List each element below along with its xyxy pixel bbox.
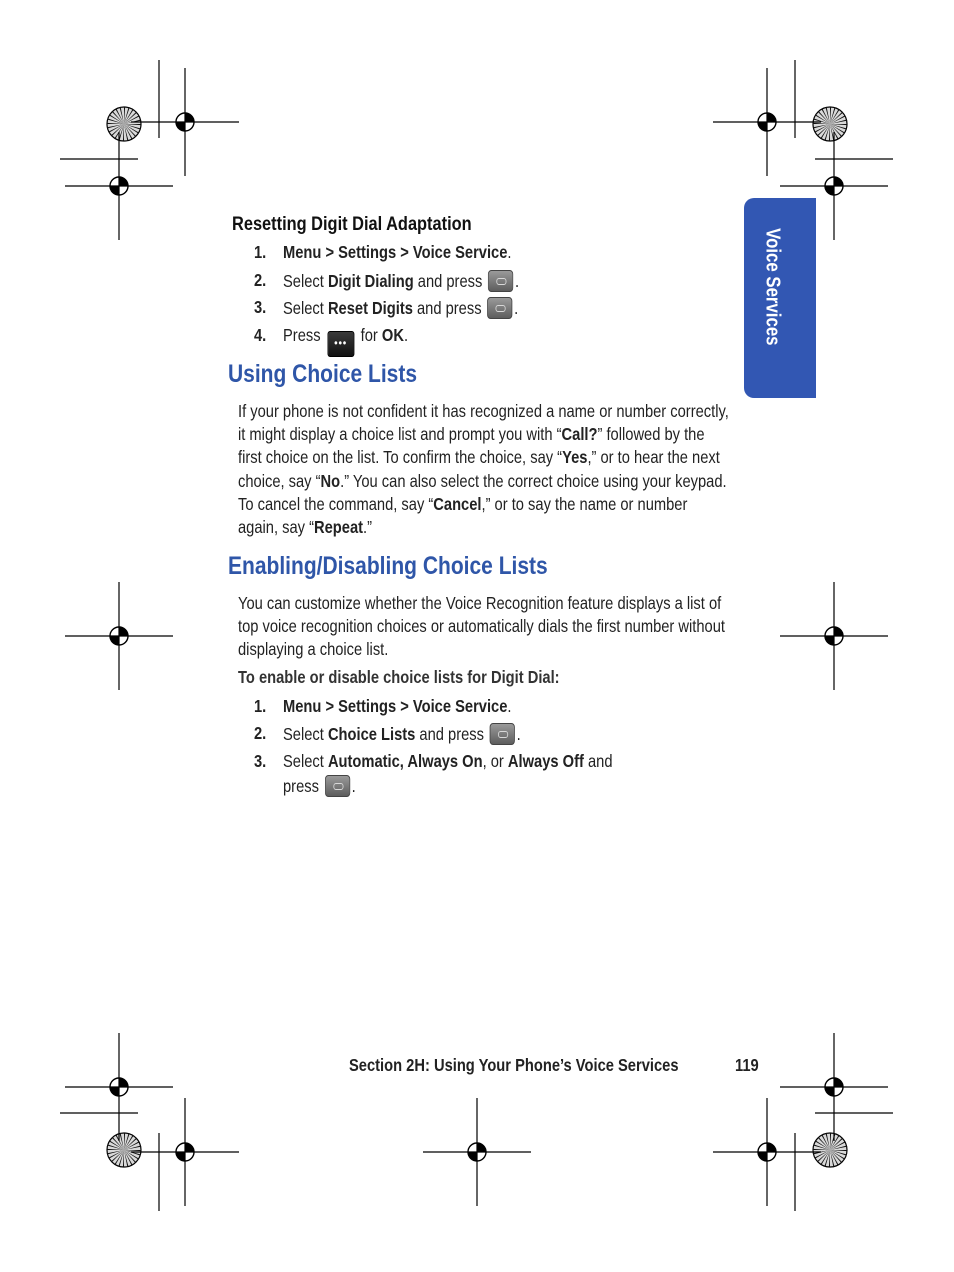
step-number: 2. <box>254 270 267 290</box>
left-softkey-icon: ••• <box>327 331 354 357</box>
registration-quadrant <box>185 1143 194 1152</box>
registration-quadrant <box>834 177 843 186</box>
ok-key-icon <box>488 270 513 292</box>
page-number: 119 <box>735 1055 759 1075</box>
registration-quadrant <box>834 627 843 636</box>
using-choice-lists-paragraph: If your phone is not confident it has recognized a name or number correctly, it might display a choice list and prompt you with “Call?” followed by the first choice on the list. To confirm the choice, say “Yes,” or to hear the next choice, say “No.” You can also select the correct choice using your keypad. To cancel the command, say “Cancel,” or to say the name or number again, say “Repeat.” <box>238 401 729 538</box>
registration-quadrant <box>176 122 185 131</box>
resetting-heading: Resetting Digit Dial Adaptation <box>232 213 472 235</box>
registration-quadrant <box>834 1078 843 1087</box>
registration-quadrant <box>767 113 776 122</box>
ok-key-icon <box>325 775 350 797</box>
reset-step-3: Select Reset Digits and press . <box>283 298 519 318</box>
registration-quadrant <box>758 122 767 131</box>
registration-quadrant <box>468 1152 477 1161</box>
registration-quadrant <box>185 113 194 122</box>
ok-key-icon <box>487 297 512 319</box>
footer-section: Section 2H: Using Your Phone’s Voice Services <box>349 1055 679 1075</box>
enable-step-3: Select Automatic, Always On, or Always Off and <box>283 751 613 771</box>
enabling-paragraph: You can customize whether the Voice Recognition feature displays a list of top voice recognition choices or automatically dials the first number without displaying a choice list. <box>238 593 725 660</box>
step-number: 3. <box>254 751 267 771</box>
registration-quadrant <box>110 186 119 195</box>
step-number: 2. <box>254 723 267 743</box>
registration-quadrant <box>119 177 128 186</box>
registration-quadrant <box>767 1143 776 1152</box>
reset-step-1: Menu > Settings > Voice Service. <box>283 242 512 262</box>
enabling-subheading: To enable or disable choice lists for Digit Dial: <box>238 667 560 687</box>
registration-quadrant <box>119 627 128 636</box>
registration-quadrant <box>119 1078 128 1087</box>
step-number: 1. <box>254 242 267 262</box>
enable-step-3-cont: press . <box>283 776 356 796</box>
enable-step-2: Select Choice Lists and press . <box>283 724 521 744</box>
step-number: 4. <box>254 325 267 345</box>
ok-key-icon <box>490 723 515 745</box>
section-tab-label: Voice Services <box>761 228 784 346</box>
registration-quadrant <box>825 1087 834 1096</box>
registration-quadrant <box>176 1152 185 1161</box>
using-choice-lists-heading: Using Choice Lists <box>228 360 418 388</box>
enable-step-1: Menu > Settings > Voice Service. <box>283 696 512 716</box>
step-number: 1. <box>254 696 267 716</box>
enabling-choice-lists-heading: Enabling/Disabling Choice Lists <box>228 552 548 580</box>
registration-quadrant <box>758 1152 767 1161</box>
registration-quadrant <box>110 636 119 645</box>
registration-quadrant <box>110 1087 119 1096</box>
registration-quadrant <box>825 636 834 645</box>
step-number: 3. <box>254 297 267 317</box>
reset-step-4: Press ••• for OK. <box>283 325 432 357</box>
registration-quadrant <box>825 186 834 195</box>
reset-step-2: Select Digit Dialing and press . <box>283 271 520 291</box>
registration-quadrant <box>477 1143 486 1152</box>
